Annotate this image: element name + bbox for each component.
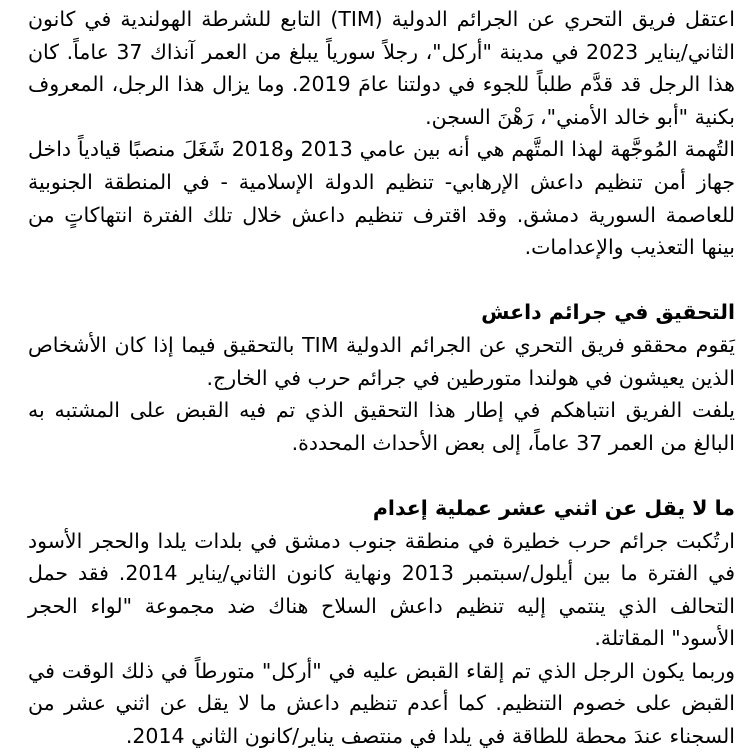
investigation-paragraph-1: يَقوم محققو فريق التحري عن الجرائم الدولية TIM بالتحقيق فيما إذا كان الأشخاص الذين يعيشون في هولندا متورطين في جرائم حرب في الخارج. (28, 332, 736, 390)
section-heading-investigation: التحقيق في جرائم داعش (481, 300, 735, 325)
executions-paragraph-2: وربما يكون الرجل الذي تم إلقاء القبض عليه في "أركل" متورطاً في ذلك الوقت في القبض على خصوم التنظيم. كما أعدم تنظيم داعش ما لا يقل عن اثني عشر من السجناء عندَ محطة للطاقة في يلدا في منتصف يناير/كانون الثاني 2014. (28, 658, 735, 749)
section-spacer (28, 459, 735, 492)
investigation-paragraph-2: يلفت الفريق انتباهكم في إطار هذا التحقيق الذي تم فيه القبض على المشتبه به البالغ من العمر 37 عاماً، إلى بعض الأحداث المحددة. (28, 398, 735, 455)
section-heading-executions: ما لا يقل عن اثني عشر عملية إعدام (372, 495, 735, 520)
intro-paragraph-2: التُهمة المُوجَّهة لهذا المتَّهم هي أنه بين عامي 2013 و2018 شَغَلَ منصبًا قيادياً داخل جهاز أمن تنظيم داعش الإرهابي- تنظيم الدولة الإسلامية - في المنطقة الجنوبية للعاصمة السورية دمشق. وقد اقترف تنظيم داعش خلال تلك الفترة انتهاكاتٍ من بينها التعذيب والإعدامات. (28, 137, 735, 260)
executions-paragraph-1: ارتُكبت جرائم حرب خطيرة في منطقة جنوب دمشق في بلدات يلدا والحجر الأسود في الفترة ما بين أيلول/سبتمبر 2013 ونهاية كانون الثاني/يناير 2014. فقد حمل التحالف الذي ينتمي إليه تنظيم داعش السلاح هناك ضد مجموعة "لواء الحجر الأسود" المقاتلة. (28, 528, 736, 651)
intro-paragraph-1: اعتقل فريق التحري عن الجرائم الدولية (TIM) التابع للشرطة الهولندية في كانون الثاني/يناير 2023 في مدينة "أركل"، رجلاً سورياً يبلغ من العمر آنذاك 37 عاماً. كان هذا الرجل قد قدَّم طلباً للجوء في دولتنا عامَ 2019. وما يزال هذا الرجل، المعروف بكنية "أبو خالد الأمني"، رَهْنَ السجن. (28, 7, 735, 129)
section-spacer (28, 264, 735, 297)
